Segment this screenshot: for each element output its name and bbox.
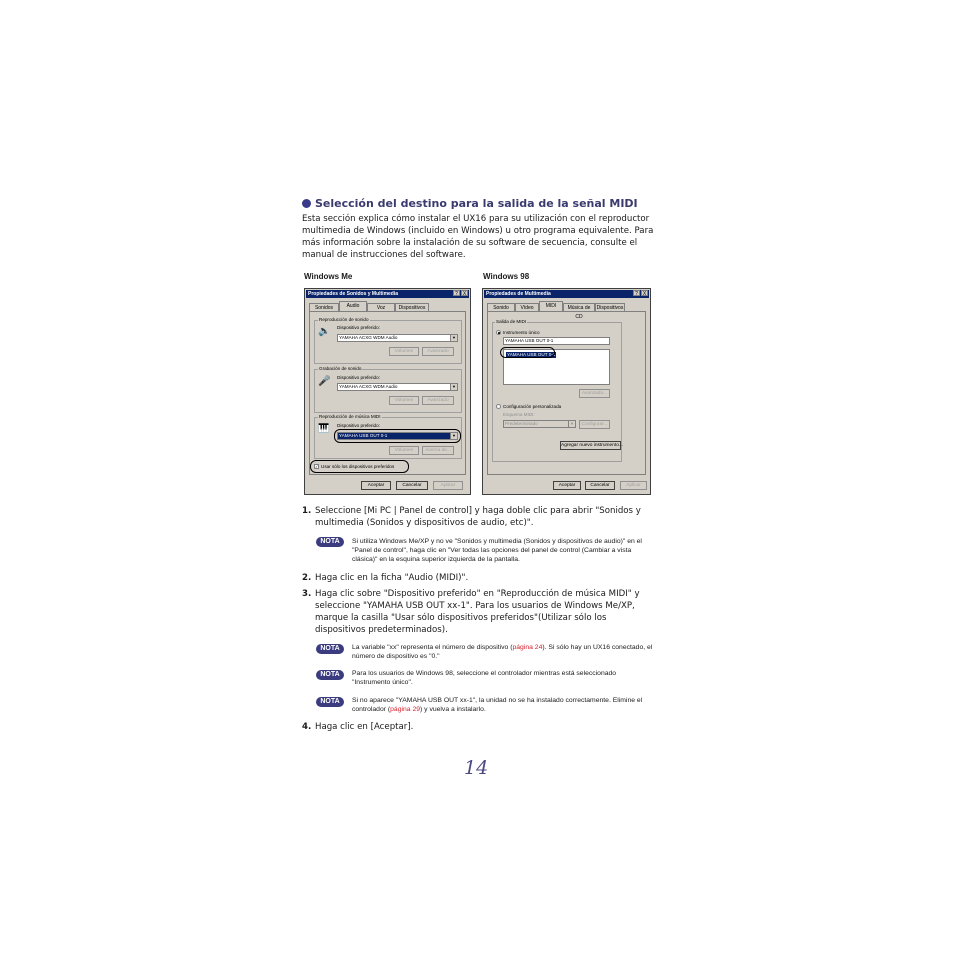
close-button[interactable]: X <box>642 291 647 297</box>
cancel-button[interactable]: Cancelar <box>396 481 428 490</box>
heading-text: Selección del destino para la salida de la señal MIDI <box>315 197 638 210</box>
configure-button[interactable]: Configurar... <box>579 420 610 429</box>
ok-button[interactable]: Aceptar <box>361 481 391 490</box>
nota-badge: NOTA <box>316 537 344 547</box>
ok-button[interactable]: Aceptar <box>553 481 581 490</box>
dialog-windows-98 <box>482 288 651 495</box>
page-link[interactable]: página 29 <box>390 706 421 713</box>
note-text: ). Si sólo hay un UX16 conectado, el número de dispositivo es "0." <box>352 644 653 660</box>
list-item[interactable]: YAMAHA USB OUT 0-1 <box>507 352 556 357</box>
close-button[interactable]: X <box>462 291 467 297</box>
radio-single-instrument[interactable] <box>496 330 501 335</box>
nota-badge: NOTA <box>316 644 344 654</box>
radio-label: Configuración personalizada <box>503 404 562 409</box>
apply-button[interactable]: Aplicar <box>620 481 647 490</box>
tab-audio[interactable]: Audio <box>339 301 367 312</box>
step-1 <box>302 505 652 529</box>
about-button[interactable]: Acerca de... <box>422 446 454 455</box>
scheme-label: Esquema MIDI: <box>503 412 535 417</box>
tab-sonido[interactable]: Sonido <box>487 303 515 312</box>
dialog-title: Propiedades de Multimedia <box>486 291 551 297</box>
step-number: 3. <box>302 589 312 599</box>
nota-badge: NOTA <box>316 697 344 707</box>
advanced-button[interactable]: Avanzado <box>422 396 454 405</box>
cancel-button[interactable]: Cancelar <box>585 481 615 490</box>
step-text: Seleccione [Mi PC | Panel de control] y haga doble clic para abrir "Sonidos y multimedia (Sonidos y dispositivos de audio, etc)". <box>315 506 641 528</box>
step-3 <box>302 588 652 636</box>
add-instrument-button[interactable]: Agregar nuevo instrumento... <box>561 443 623 448</box>
device-label: Dispositivo preferido: <box>337 423 380 428</box>
step-text: Haga clic en [Aceptar]. <box>315 722 414 732</box>
select-value: YAMAHA ACXG WDM Audio <box>339 335 398 340</box>
step-number: 2. <box>302 573 312 583</box>
tab-dispositivos[interactable]: Dispositivos <box>395 303 429 312</box>
volume-button[interactable]: Volumen <box>389 347 419 356</box>
preferred-only-checkbox[interactable]: ✓ <box>315 464 319 469</box>
step-2 <box>302 572 652 584</box>
group-label: Grabación de sonido <box>319 366 362 371</box>
apply-button[interactable]: Aplicar <box>433 481 463 490</box>
step-number: 1. <box>302 506 312 516</box>
step-text: Haga clic sobre "Dispositivo preferido" en "Reproducción de música MIDI" y seleccione "YAMAHA USB OUT xx-1". Para los usuarios de Windows Me/XP, marque la casilla "Usar sólo dispositivos preferidos"(Utilizar sólo los dispositivos predeterminados). <box>315 589 640 635</box>
tab-video[interactable]: Vídeo <box>515 303 539 312</box>
select-value: YAMAHA USB OUT 0-1 <box>339 433 388 438</box>
step-text: Haga clic en la ficha "Audio (MIDI)". <box>315 573 469 583</box>
instrument-field: YAMAHA USB OUT 0-1 <box>503 337 610 345</box>
advanced-button[interactable]: Avanzado... <box>579 389 610 398</box>
note-4 <box>352 696 656 714</box>
note-2 <box>352 643 656 661</box>
step-4 <box>302 721 652 733</box>
select-value: YAMAHA ACXG WDM Audio <box>339 384 398 389</box>
dropdown-arrow-icon[interactable]: ▼ <box>450 335 457 341</box>
volume-button[interactable]: Volumen <box>389 446 419 455</box>
scheme-select[interactable] <box>503 420 576 428</box>
tab-dispositivos[interactable]: Dispositivos <box>596 305 624 311</box>
tab-voz[interactable]: Voz <box>367 303 395 312</box>
select-value: Predeterminado <box>505 421 538 426</box>
microphone-icon: 🎤 <box>318 376 331 387</box>
dialog-windows-me <box>304 288 471 495</box>
section-heading <box>302 197 638 210</box>
tab-midi[interactable]: MIDI <box>539 301 563 312</box>
help-button[interactable]: ? <box>633 290 640 296</box>
radio-custom-configuration[interactable] <box>496 404 501 409</box>
advanced-button[interactable]: Avanzado <box>422 347 454 356</box>
caption-windows-98: Windows 98 <box>483 272 530 281</box>
device-label: Dispositivo preferido: <box>337 375 380 380</box>
radio-label: Instrumento único <box>503 330 540 335</box>
note-1: Si utiliza Windows Me/XP y no ve "Sonidos y multimedia (Sonidos y dispositivos de audio)" en el "Panel de control", haga clic en "Ver todas las opciones del panel de control (Cambiar a vista clásica)" en la esquina superior izquierda de la pantalla. <box>352 538 642 563</box>
group-label: Salida de MIDI <box>496 319 527 324</box>
dropdown-arrow-icon[interactable]: ▼ <box>450 384 457 390</box>
bullet-icon <box>302 199 311 208</box>
page-link[interactable]: página 24 <box>512 644 543 651</box>
dropdown-arrow-icon[interactable]: ▼ <box>450 433 457 439</box>
note-3: Para los usuarios de Windows 98, seleccione el controlador mientras está seleccionado "Instrumento único". <box>352 670 617 686</box>
step-number: 4. <box>302 722 312 732</box>
note-text: Si no aparece "YAMAHA USB OUT xx-1", la unidad no se ha instalado correctamente. Elimine el controlador ( <box>352 697 643 713</box>
highlight-ring <box>310 460 409 473</box>
title-bar <box>306 290 469 298</box>
help-button[interactable]: ? <box>453 290 460 296</box>
tab-musica-cd[interactable]: Música de CD <box>563 303 595 312</box>
midi-icon: 🎹 <box>318 423 330 433</box>
caption-windows-me: Windows Me <box>304 272 353 281</box>
volume-button[interactable]: Volumen <box>389 396 419 405</box>
page-number: 14 <box>464 757 489 779</box>
tab-sonidos[interactable]: Sonidos <box>309 303 339 312</box>
device-label: Dispositivo preferido: <box>337 325 380 330</box>
note-text: La variable "xx" representa el número de dispositivo ( <box>352 644 513 651</box>
highlight-ring <box>334 429 461 443</box>
checkbox-label: Usar sólo los dispositivos preferidos <box>321 464 395 469</box>
speaker-icon: 🔈 <box>318 326 331 337</box>
dialog-title: Propiedades de Sonidos y Multimedia <box>308 291 399 297</box>
title-bar <box>484 290 649 298</box>
note-text: ) y vuelva a instalarlo. <box>420 706 486 713</box>
dropdown-arrow-icon[interactable]: ▼ <box>568 421 575 427</box>
playback-device-select[interactable] <box>337 334 458 342</box>
nota-badge: NOTA <box>316 670 344 680</box>
highlight-ring <box>500 347 555 358</box>
group-label: Reproducción de sonido <box>319 317 369 322</box>
recording-device-select[interactable] <box>337 383 458 391</box>
group-label: Reproducción de música MIDI <box>319 414 381 419</box>
intro-paragraph: Esta sección explica cómo instalar el UX16 para su utilización con el reproductor multimedia de Windows (incluido en Windows) u otro programa equivalente. Para más información sobre la instalación de su software de secuencia, consulte el manual de instrucciones del software. <box>302 214 654 260</box>
